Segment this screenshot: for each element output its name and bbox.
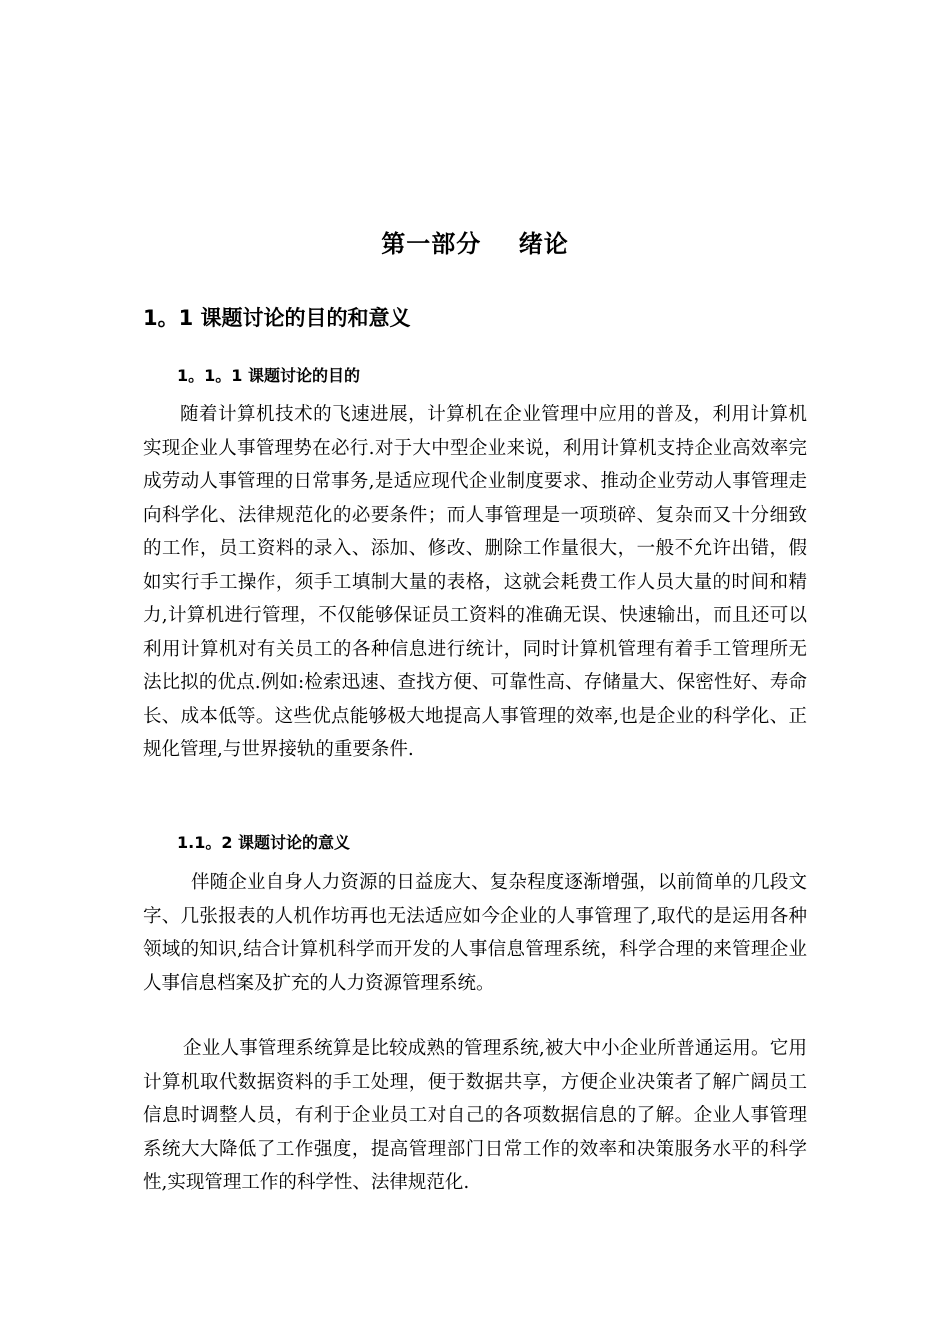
section-heading: 1。1 课题讨论的目的和意义 bbox=[143, 306, 411, 330]
paragraph-significance-1: 伴随企业自身人力资源的日益庞大、复杂程度逐渐增强，以前简单的几段文字、几张报表的人机作坊再也无法适应如今企业的人事管理了,取代的是运用各种领域的知识,结合计算机科学而开发的人事信息管理系统，科学合理的来管理企业人事信息档案及扩充的人力资源管理系统。 bbox=[143, 872, 807, 994]
subsection-heading-significance: 1.1。2 课题讨论的意义 bbox=[177, 833, 351, 852]
part-title: 第一部分 绪论 bbox=[381, 230, 569, 258]
subsection-heading-purpose: 1。1。1 课题讨论的目的 bbox=[177, 366, 360, 385]
paragraph-purpose: 随着计算机技术的飞速进展，计算机在企业管理中应用的普及，利用计算机实现企业人事管理势在必行.对于大中型企业来说，利用计算机支持企业高效率完成劳动人事管理的日常事务,是适应现代企业制度要求、推动企业劳动人事管理走向科学化、法律规范化的必要条件；而人事管理是一项琐碎、复杂而又十分细致的工作，员工资料的录入、添加、修改、删除工作量很大，一般不允许出错，假如实行手工操作，须手工填制大量的表格，这就会耗费工作人员大量的时间和精力,计算机进行管理，不仅能够保证员工资料的准确无误、快速输出，而且还可以利用计算机对有关员工的各种信息进行统计，同时计算机管理有着手工管理所无法比拟的优点.例如:检索迅速、查找方便、可靠性高、存储量大、保密性好、寿命长、成本低等。这些优点能够极大地提高人事管理的效率,也是企业的科学化、正规化管理,与世界接轨的重要条件. bbox=[143, 404, 807, 760]
paragraph-significance-2: 企业人事管理系统算是比较成熟的管理系统,被大中小企业所普通运用。它用计算机取代数据资料的手工处理，便于数据共享，方便企业决策者了解广阔员工信息时调整人员，有利于企业员工对自己的各项数据信息的了解。企业人事管理系统大大降低了工作强度，提高管理部门日常工作的效率和决策服务水平的科学性,实现管理工作的科学性、法律规范化. bbox=[143, 1038, 807, 1193]
